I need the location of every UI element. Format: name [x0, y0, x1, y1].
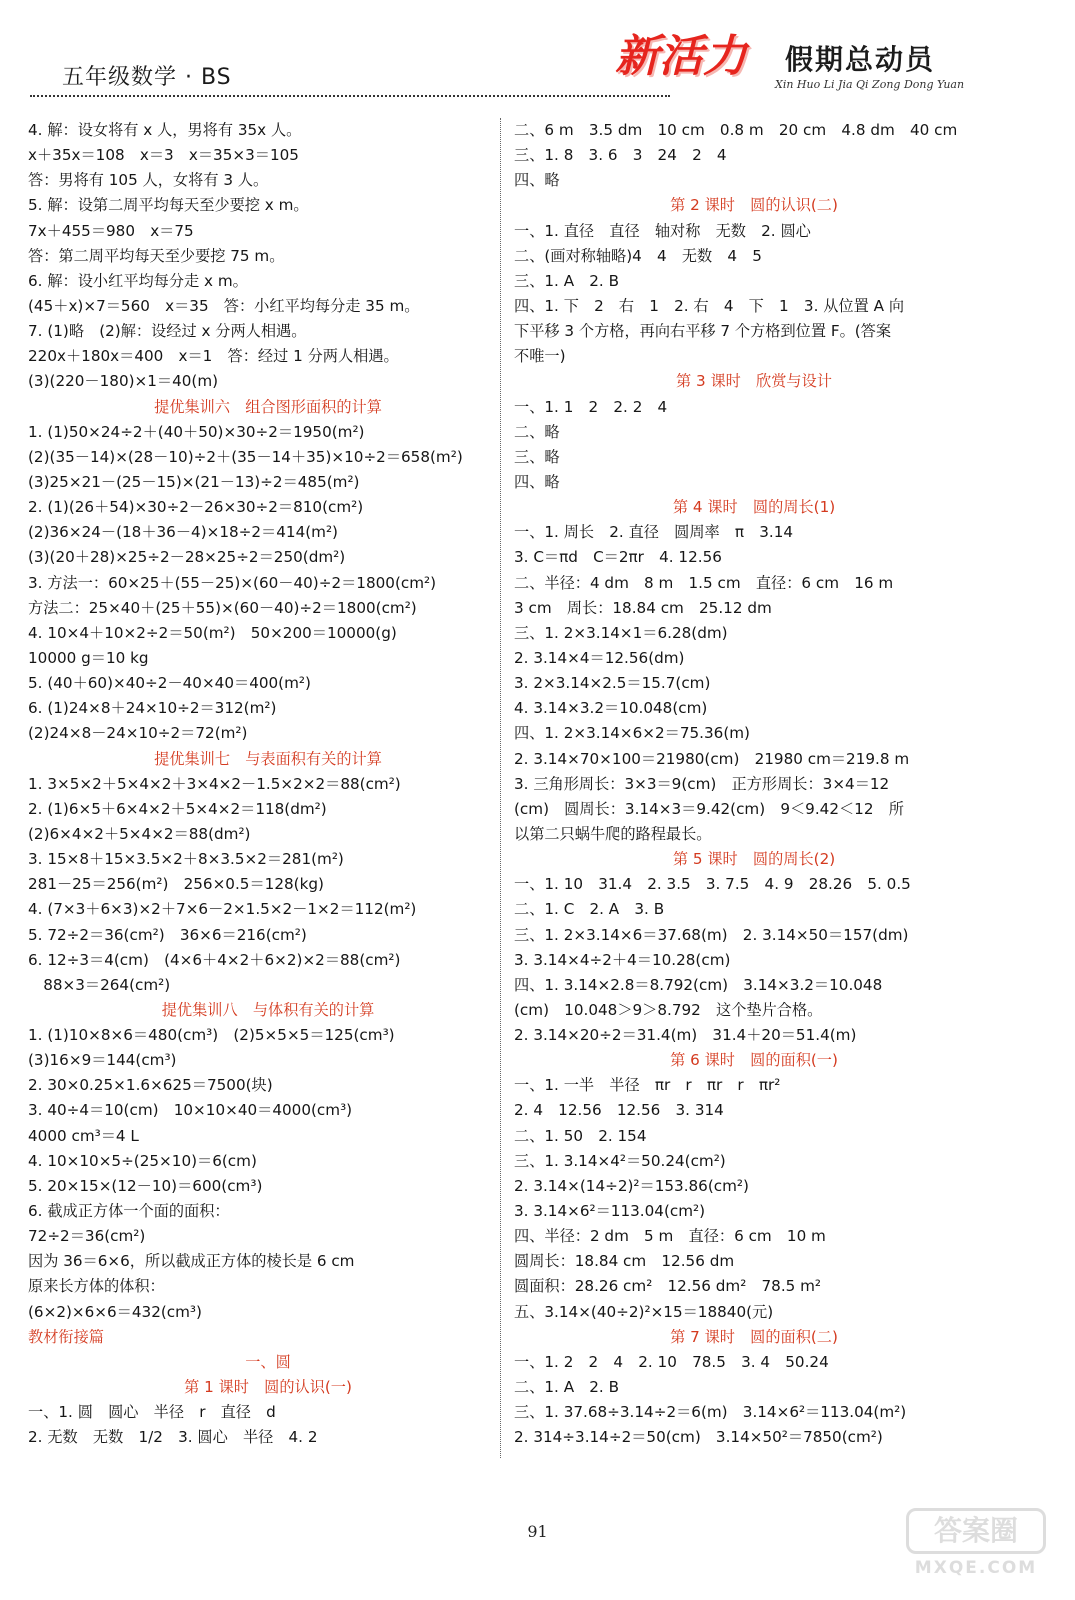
answer-line: (2)6×4×2＋5×4×2＝88(dm²)	[28, 824, 251, 843]
answer-line: (45＋x)×7＝560 x＝35 答：小红平均每分走 35 m。	[28, 296, 420, 315]
part-heading: 教材衔接篇	[28, 1327, 104, 1346]
answer-line: 2. (1)6×5＋6×4×2＋5×4×2＝118(dm²)	[28, 799, 327, 818]
answer-line: 5. 20×15×(12－10)＝600(cm³)	[28, 1176, 263, 1195]
answer-line: 三、1. 37.68÷3.14÷2＝6(m) 3.14×6²＝113.04(m²)	[514, 1403, 907, 1422]
answer-line: 答：第二周平均每天至少要挖 75 m。	[28, 246, 285, 265]
lesson-heading: 第 4 课时 圆的周长(1)	[672, 498, 836, 517]
answer-line: (3)(220－180)×1＝40(m)	[28, 372, 219, 391]
lesson-heading: 第 3 课时 欣赏与设计	[675, 372, 832, 391]
answer-line: 一、1. 直径 直径 轴对称 无数 2. 圆心	[514, 221, 811, 240]
answer-line: 一、1. 一半 半径 πr r πr r πr²	[514, 1076, 781, 1095]
lesson-heading: 第 6 课时 圆的面积(一)	[670, 1051, 838, 1070]
answer-line: 下平移 3 个方格，再向右平移 7 个方格到位置 F。(答案	[514, 322, 892, 341]
left-column	[28, 118, 508, 1450]
section-heading: 提优集训七 与表面积有关的计算	[154, 749, 382, 768]
answer-line: x＋35x＝108 x＝3 x＝35×3＝105	[28, 146, 299, 165]
answer-line: 不唯一)	[514, 347, 566, 366]
answer-line: 5. 72÷2＝36(cm²) 36×6＝216(cm²)	[28, 925, 307, 944]
answer-line: 6. 12÷3＝4(cm) (4×6＋4×2＋6×2)×2＝88(cm²)	[28, 950, 401, 969]
answer-line: 二、1. C 2. A 3. B	[514, 900, 665, 919]
watermark-url: MXQE.COM	[914, 1558, 1038, 1578]
answer-line: 五、3.14×(40÷2)²×15＝18840(元)	[514, 1302, 774, 1321]
header-divider	[30, 95, 670, 97]
series-logo	[615, 20, 975, 100]
answer-line: 6. 截成正方体一个面的面积：	[28, 1202, 230, 1221]
answer-line: 2. 3.14×70×100＝21980(cm) 21980 cm＝219.8 m	[514, 749, 910, 768]
answer-line: 一、1. 1 2 2. 2 4	[514, 397, 668, 416]
answer-line: 二、1. A 2. B	[514, 1378, 620, 1397]
answer-line: 2. 4 12.56 12.56 3. 314	[514, 1101, 724, 1120]
answer-line: 三、1. 8 3. 6 3 24 2 4	[514, 146, 727, 165]
answer-line: (2)(35－14)×(28－10)÷2＋(35－14＋35)×10÷2＝658(m²)	[28, 447, 463, 466]
answer-line: 1. 3×5×2＋5×4×2＋3×4×2－1.5×2×2＝88(cm²)	[28, 774, 401, 793]
answer-line: 答：男将有 105 人，女将有 3 人。	[28, 171, 269, 190]
answer-line: 四、1. 2×3.14×6×2＝75.36(m)	[514, 724, 750, 743]
answer-line: 3. 2×3.14×2.5＝15.7(cm)	[514, 674, 711, 693]
answer-line: 原来长方体的体积：	[28, 1277, 165, 1296]
answer-line: 2. 无数 无数 1/2 3. 圆心 半径 4. 2	[28, 1428, 318, 1447]
answer-line: (2)24×8－24×10÷2＝72(m²)	[28, 724, 248, 743]
lesson-heading: 第 5 课时 圆的周长(2)	[672, 850, 836, 869]
answer-line: 二、半径：4 dm 8 m 1.5 cm 直径：6 cm 16 m	[514, 573, 894, 592]
unit-heading: 一、圆	[245, 1352, 291, 1371]
answer-line: 4. 3.14×3.2＝10.048(cm)	[514, 699, 708, 718]
answer-line: (3)25×21－(25－15)×(21－13)÷2＝485(m²)	[28, 472, 360, 491]
lesson-heading: 第 7 课时 圆的面积(二)	[670, 1327, 838, 1346]
answer-line: 三、1. 3.14×4²＝50.24(cm²)	[514, 1151, 726, 1170]
answer-line: 4. 解：设女将有 x 人，男将有 35x 人。	[28, 121, 302, 139]
answer-line: 四、1. 3.14×2.8＝8.792(cm) 3.14×3.2＝10.048	[514, 975, 883, 994]
watermark	[906, 1508, 1046, 1580]
answer-line: (cm) 10.048＞9＞8.792 这个垫片合格。	[514, 1000, 823, 1019]
answer-line: 四、略	[514, 171, 560, 190]
answer-line: 6. (1)24×8＋24×10÷2＝312(m²)	[28, 699, 277, 718]
answer-line: 3. 15×8＋15×3.5×2＋8×3.5×2＝281(m²)	[28, 850, 344, 869]
answer-line: 4000 cm³＝4 L	[28, 1126, 139, 1145]
answer-line: 88×3＝264(cm²)	[28, 975, 171, 994]
answer-line: 二、(画对称轴略)4 4 无数 4 5	[514, 246, 762, 265]
answer-line: 方法二：25×40＋(25＋55)×(60－40)÷2＝1800(cm²)	[28, 598, 417, 617]
answer-line: 10000 g＝10 kg	[28, 648, 149, 667]
answer-line: 圆周长：18.84 cm 12.56 dm	[514, 1252, 735, 1271]
answer-line: 220x＋180x＝400 x＝1 答：经过 1 分两人相遇。	[28, 347, 399, 366]
answer-line: 2. 30×0.25×1.6×625＝7500(块)	[28, 1076, 273, 1095]
answer-line: 四、1. 下 2 右 1 2. 右 4 下 1 3. 从位置 A 向	[514, 296, 905, 315]
answer-line: 2. 3.14×4＝12.56(dm)	[514, 648, 685, 667]
answer-line: 三、1. 2×3.14×6＝37.68(m) 2. 3.14×50＝157(dm)	[514, 925, 909, 944]
answer-line: 1. (1)50×24÷2＋(40＋50)×30÷2＝1950(m²)	[28, 422, 365, 441]
answer-line: 二、6 m 3.5 dm 10 cm 0.8 m 20 cm 4.8 dm 40 cm	[514, 121, 958, 139]
section-heading: 提优集训六 组合图形面积的计算	[154, 397, 382, 416]
answer-line: 四、略	[514, 472, 560, 491]
answer-line: 一、1. 圆 圆心 半径 r 直径 d	[28, 1403, 276, 1422]
answer-line: 因为 36＝6×6，所以截成正方体的棱长是 6 cm	[28, 1252, 355, 1271]
answer-line: 一、1. 10 31.4 2. 3.5 3. 7.5 4. 9 28.26 5. 0.5	[514, 875, 911, 894]
answer-line: 4. 10×10×5÷(25×10)＝6(cm)	[28, 1151, 257, 1170]
answer-line: 2. 314÷3.14÷2＝50(cm) 3.14×50²＝7850(cm²)	[514, 1428, 883, 1447]
answer-line: 圆面积：28.26 cm² 12.56 dm² 78.5 m²	[514, 1277, 822, 1296]
answer-line: 3. 3.14×6²＝113.04(cm²)	[514, 1202, 706, 1221]
answer-line: 3. 三角形周长：3×3＝9(cm) 正方形周长：3×4＝12	[514, 774, 890, 793]
answer-line: 三、1. A 2. B	[514, 271, 620, 290]
logo-pinyin: Xin Huo Li Jia Qi Zong Dong Yuan	[775, 78, 965, 91]
answer-line: 二、1. 50 2. 154	[514, 1126, 647, 1145]
answer-line: 四、半径：2 dm 5 m 直径：6 cm 10 m	[514, 1227, 826, 1246]
answer-line: 二、略	[514, 422, 560, 441]
answer-line: (3)(20＋28)×25÷2－28×25÷2＝250(dm²)	[28, 548, 346, 567]
answer-line: 3. 40÷4＝10(cm) 10×10×40＝4000(cm³)	[28, 1101, 353, 1120]
answer-line: 4. 10×4＋10×2÷2＝50(m²) 50×200＝10000(g)	[28, 623, 397, 642]
answer-line: 6. 解：设小红平均每分走 x m。	[28, 271, 248, 290]
answer-line: 7. (1)略 (2)解：设经过 x 分两人相遇。	[28, 322, 307, 341]
logo-sub-text: 假期总动员	[785, 43, 936, 76]
answer-line: 3. C＝πd C＝2πr 4. 12.56	[514, 548, 722, 567]
answer-line: 7x＋455＝980 x＝75	[28, 221, 194, 240]
right-column	[514, 118, 994, 1450]
answer-line: 3 cm 周长：18.84 cm 25.12 dm	[514, 598, 772, 617]
answer-line: 三、略	[514, 447, 560, 466]
answer-line: 281－25＝256(m²) 256×0.5＝128(kg)	[28, 875, 324, 894]
answer-line: 三、1. 2×3.14×1＝6.28(dm)	[514, 623, 728, 642]
lesson-heading: 第 1 课时 圆的认识(一)	[184, 1378, 352, 1397]
page-number: 91	[527, 1522, 548, 1541]
logo-main-text: 新活力	[615, 31, 747, 82]
answer-line: (2)36×24－(18＋36－4)×18÷2＝414(m²)	[28, 523, 338, 542]
answer-line: 3. 方法一：60×25＋(55－25)×(60－40)÷2＝1800(cm²)	[28, 573, 437, 592]
answer-line: 5. (40＋60)×40÷2－40×40＝400(m²)	[28, 674, 311, 693]
answer-line: (6×2)×6×6＝432(cm³)	[28, 1302, 202, 1321]
answer-line: 以第二只蜗牛爬的路程最长。	[514, 824, 712, 843]
answer-line: 一、1. 2 2 4 2. 10 78.5 3. 4 50.24	[514, 1352, 829, 1371]
answer-line: 3. 3.14×4÷2＋4＝10.28(cm)	[514, 950, 731, 969]
lesson-heading: 第 2 课时 圆的认识(二)	[670, 196, 838, 215]
answer-line: (cm) 圆周长：3.14×3＝9.42(cm) 9＜9.42＜12 所	[514, 799, 904, 818]
answer-line: 2. 3.14×(14÷2)²＝153.86(cm²)	[514, 1176, 749, 1195]
answer-line: 72÷2＝36(cm²)	[28, 1227, 146, 1246]
answer-line: 2. (1)(26＋54)×30÷2－26×30÷2＝810(cm²)	[28, 498, 364, 517]
answer-line: 5. 解：设第二周平均每天至少要挖 x m。	[28, 196, 309, 215]
section-heading: 提优集训八 与体积有关的计算	[161, 1000, 375, 1019]
book-title: 五年级数学 · BS	[62, 65, 232, 90]
watermark-text: 答案圈	[906, 1508, 1046, 1554]
answer-line: 1. (1)10×8×6＝480(cm³) (2)5×5×5＝125(cm³)	[28, 1026, 395, 1045]
answer-line: 4. (7×3＋6×3)×2＋7×6－2×1.5×2－1×2＝112(m²)	[28, 900, 417, 919]
answer-line: (3)16×9＝144(cm³)	[28, 1051, 177, 1070]
answer-line: 一、1. 周长 2. 直径 圆周率 π 3.14	[514, 523, 794, 542]
answer-line: 2. 3.14×20÷2＝31.4(m) 31.4＋20＝51.4(m)	[514, 1026, 857, 1045]
